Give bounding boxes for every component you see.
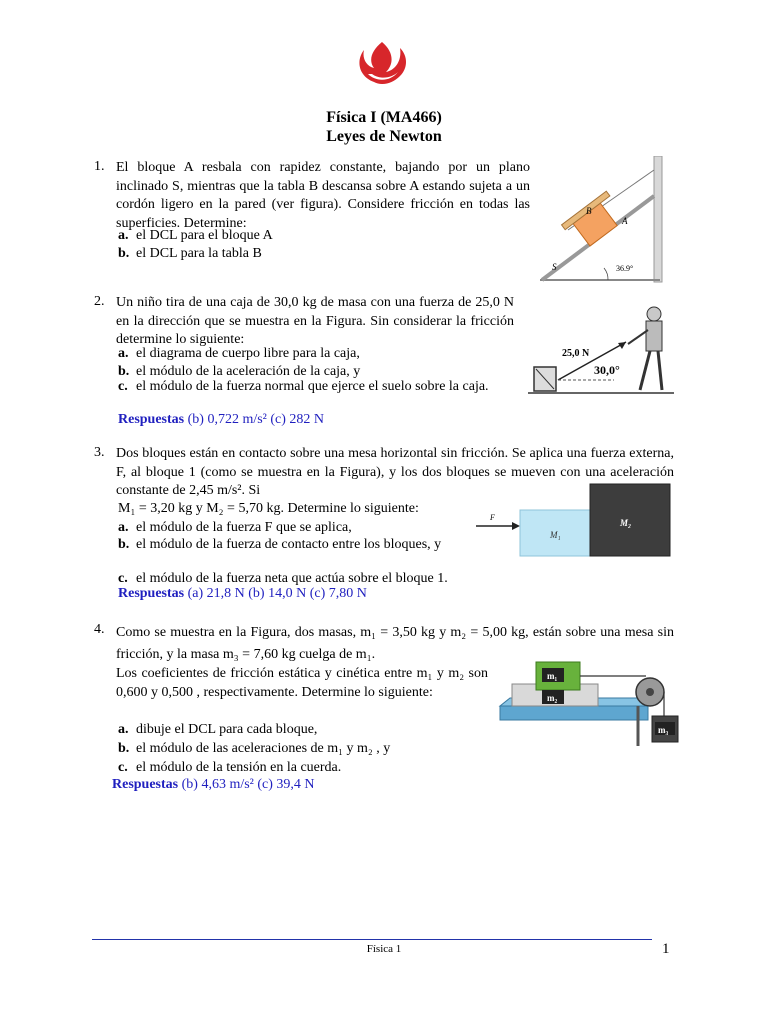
- force-label: F: [490, 513, 495, 522]
- footer-rule: [92, 939, 652, 940]
- angle-label: 30,0°: [594, 363, 620, 377]
- problem-text: Un niño tira de una caja de 30,0 kg de masa con una fuerza de 25,0 N en la dirección que se muestra en la Figura. Sin considerar la fricción determine lo siguiente:: [116, 295, 514, 347]
- contact-blocks-figure: [472, 482, 672, 560]
- force-label: 25,0 N: [562, 348, 590, 359]
- list-item: b. el módulo de la fuerza de contacto entre los bloques, y: [118, 537, 442, 552]
- m2-label: M₂: [620, 518, 632, 528]
- page-subtitle: Leyes de Newton: [326, 128, 442, 145]
- incline-figure: [538, 156, 672, 284]
- answer: Respuestas (b) 4,63 m/s² (c) 39,4 N: [112, 777, 315, 792]
- answer: Respuestas (b) 0,722 m/s² (c) 282 N: [118, 412, 325, 427]
- list-item: a. el módulo de la fuerza F que se aplica,: [118, 520, 352, 535]
- pulley-blocks-figure: [498, 656, 686, 748]
- problem-number: 1.: [94, 159, 105, 174]
- label-b: B: [586, 206, 592, 216]
- label-s: S: [552, 262, 557, 272]
- list-item: a. dibuje el DCL para cada bloque,: [118, 722, 318, 737]
- list-item: b. el módulo de las aceleraciones de m₁ y m₂ , y: [118, 741, 391, 756]
- problem-number: 2.: [94, 294, 105, 309]
- list-item: c. el módulo de la fuerza normal que ejerce el suelo sobre la caja.: [118, 379, 489, 394]
- problem-text-2: Los coeficientes de fricción estática y cinética entre m₁ y m₂ son 0,600 y 0,500 , respectivamente. Determine lo siguiente:: [116, 666, 488, 700]
- angle-label: 36.9°: [616, 264, 634, 273]
- answer: Respuestas (a) 21,8 N (b) 14,0 N (c) 7,80 N: [118, 586, 367, 601]
- list-item: c. el módulo de la tensión en la cuerda.: [118, 760, 342, 775]
- list-item: a. el diagrama de cuerpo libre para la caja,: [118, 346, 360, 361]
- label-a: A: [622, 216, 628, 226]
- m1-label: m₁: [547, 671, 558, 681]
- m3-label: m₃: [658, 725, 669, 735]
- m2-label: m₂: [547, 693, 558, 703]
- list-item: a. el DCL para el bloque A: [118, 228, 273, 243]
- problem-text: El bloque A resbala con rapidez constante, bajando por un plano inclinado S, mientras que la tabla B descansa sobre A estando sujeta a un cordón ligero en la pared (ver figura). Considere fricción en todas las superficies. Determine:: [116, 160, 530, 231]
- problem-text-2: M₁ = 3,20 kg y M₂ = 5,70 kg. Determine lo siguiente:: [118, 501, 419, 516]
- problem-number: 3.: [94, 445, 105, 460]
- list-item: b. el DCL para la tabla B: [118, 246, 262, 261]
- pulling-box-figure: [528, 300, 678, 400]
- problem-text: Como se muestra en la Figura, dos masas, m₁ = 3,50 kg y m₂ = 5,00 kg, están sobre una mesa sin fricción, y la masa m₃ = 7,60 kg cuelga de m₁.: [116, 625, 674, 662]
- footer-text: Física 1: [366, 943, 402, 955]
- university-logo-icon: [354, 38, 410, 88]
- list-item: c. el módulo de la fuerza neta que actúa sobre el bloque 1.: [118, 571, 448, 586]
- problem-text: Dos bloques están en contacto sobre una mesa horizontal sin fricción. Se aplica una fuerza externa, F, al bloque 1 (como se muestra en la Figura), y los dos bloques se mueven con una aceleración constante de 2,45 m/s². Si: [116, 446, 674, 498]
- list-item: b. el módulo de la aceleración de la caja, y: [118, 364, 361, 379]
- m1-label: M₁: [550, 530, 561, 540]
- problem-number: 4.: [94, 622, 105, 637]
- page-title: Física I (MA466): [326, 109, 442, 126]
- page-number: 1: [662, 941, 670, 957]
